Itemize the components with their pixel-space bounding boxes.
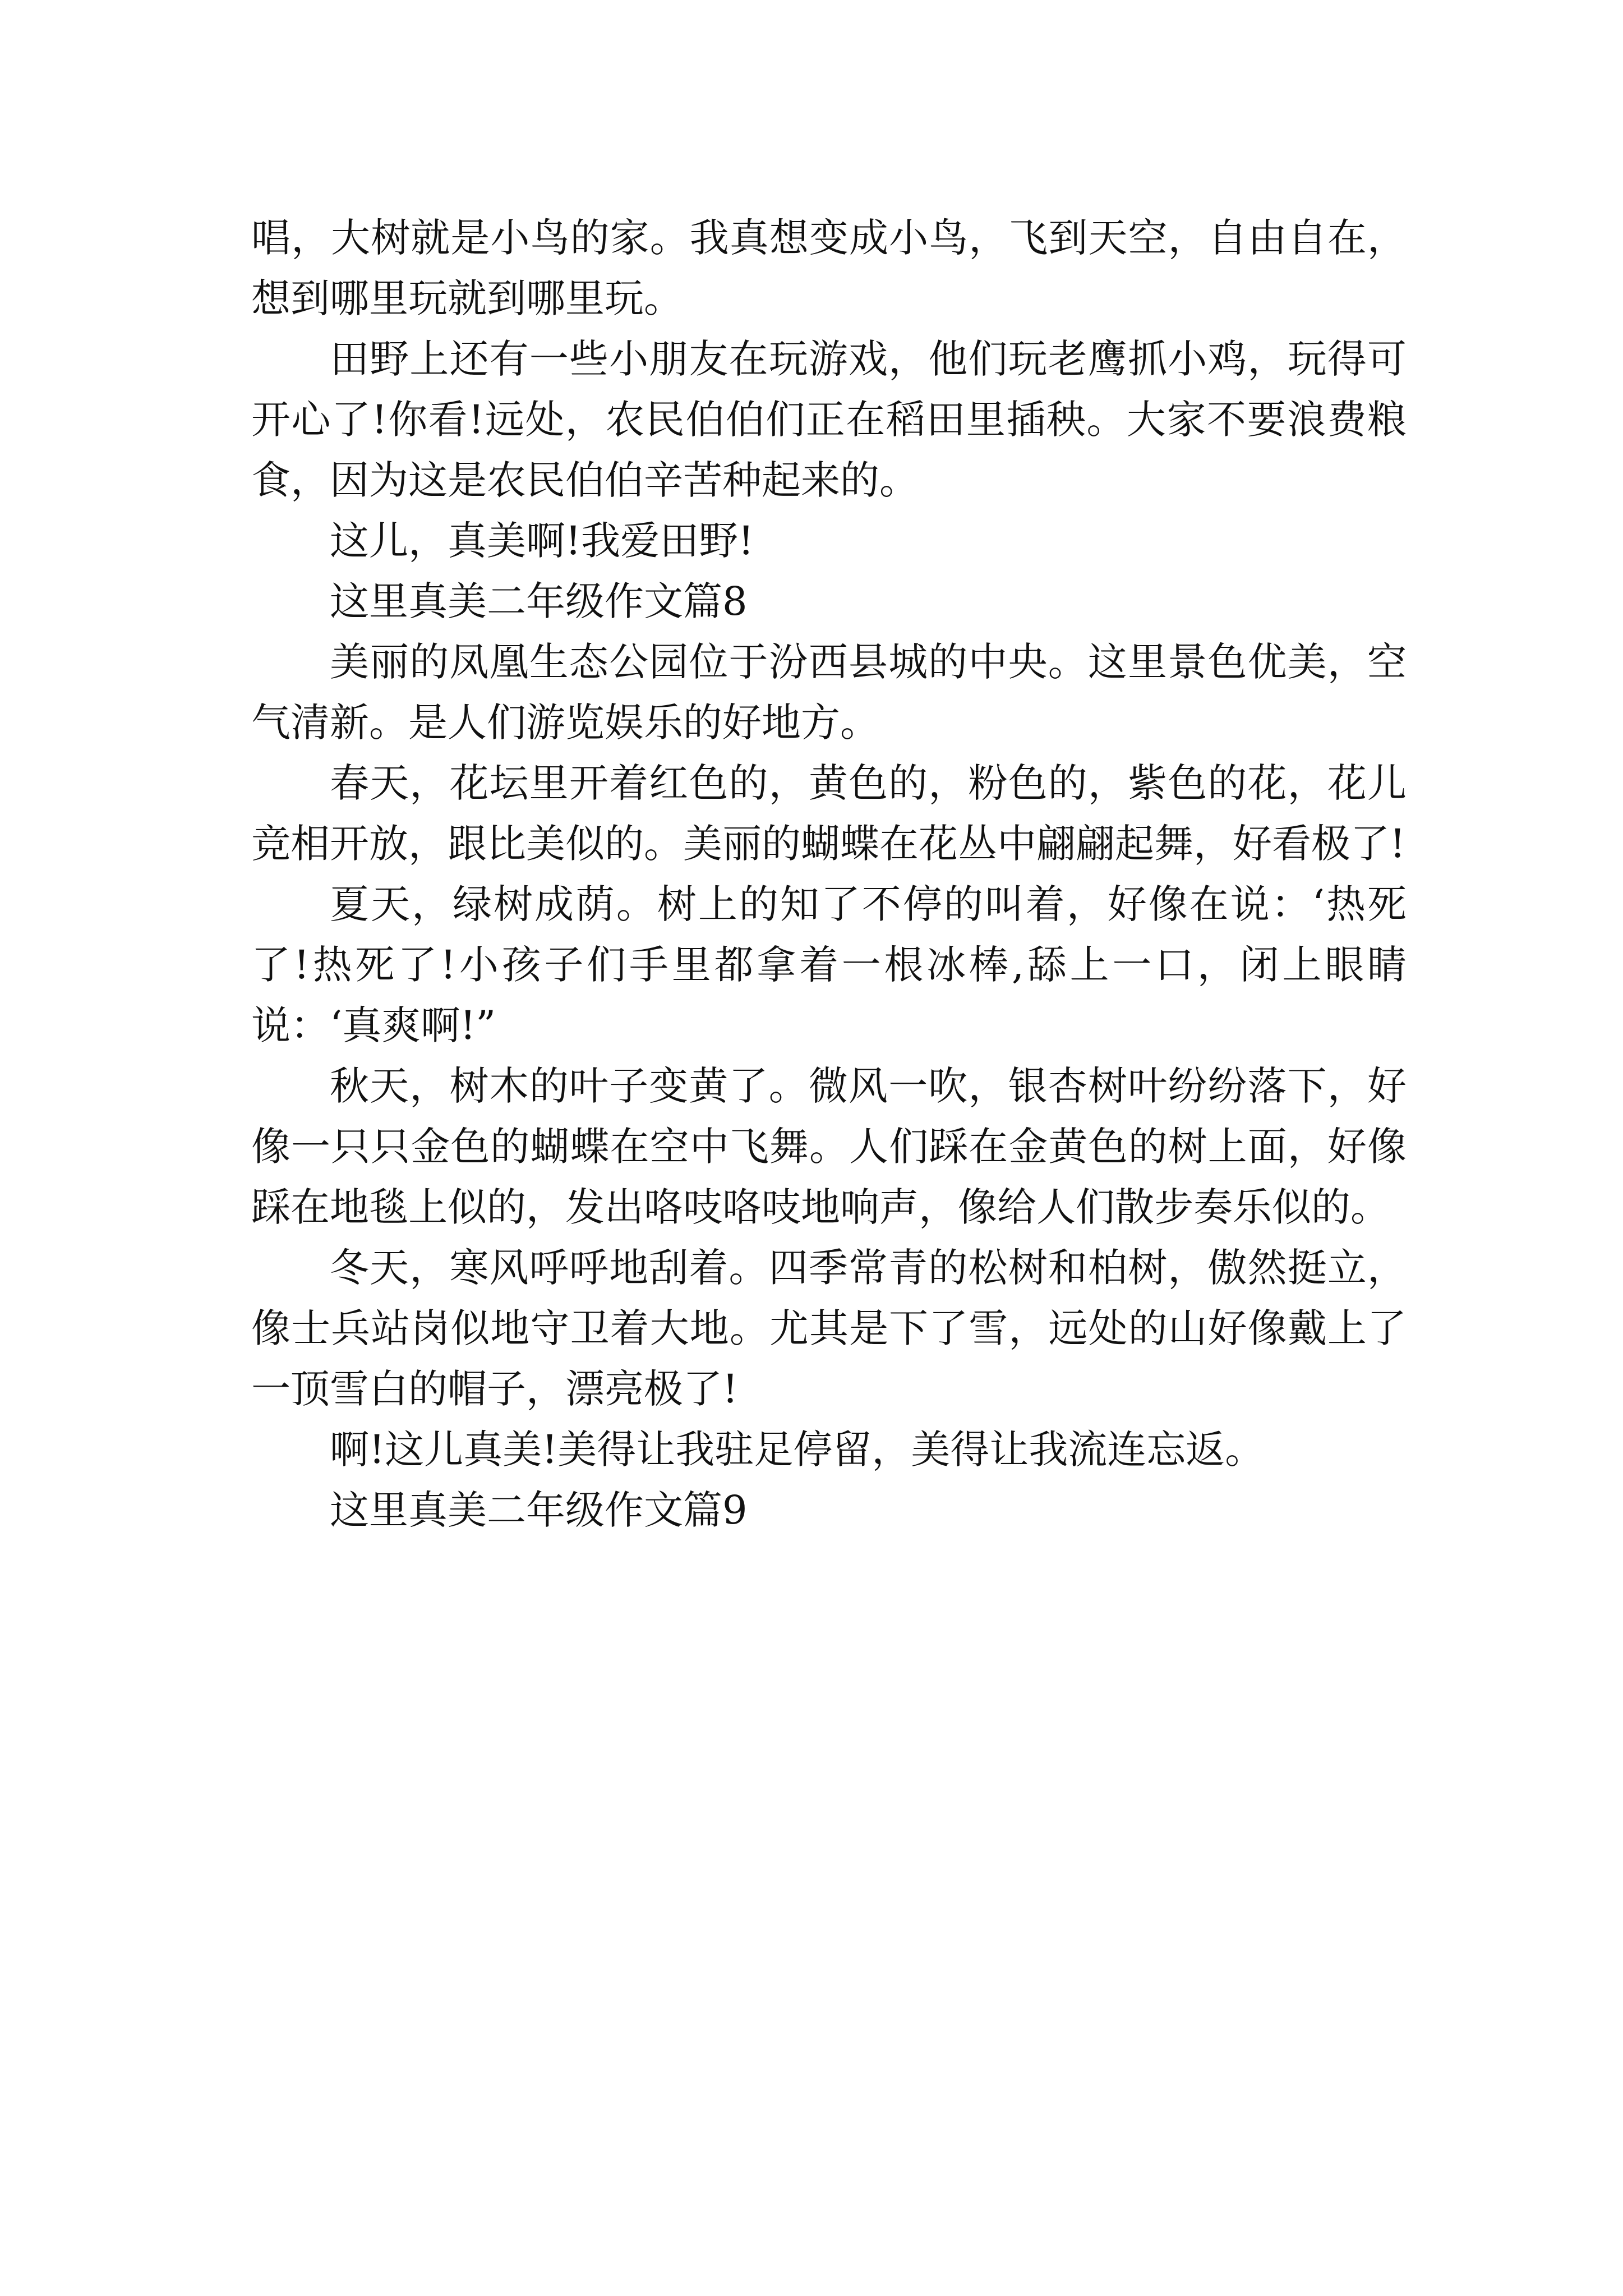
section-heading: 这里真美二年级作文篇9 bbox=[330, 1487, 748, 1533]
paragraph: 唱，大树就是小鸟的家。我真想变成小鸟，飞到天空，自由自在，想到哪里玩就到哪里玩。 bbox=[251, 215, 1407, 321]
paragraph: 啊!这儿真美!美得让我驻足停留，美得让我流连忘返。 bbox=[330, 1427, 1265, 1473]
paragraph: 夏天，绿树成荫。树上的知了不停的叫着，好像在说：‘热死了!热死了!小孩子们手里都拿着一根冰棒,舔上一口，闭上眼睛说：‘真爽啊!” bbox=[251, 881, 1407, 1048]
paragraph: 美丽的凤凰生态公园位于汾西县城的中央。这里景色优美，空气清新。是人们游览娱乐的好地方。 bbox=[251, 639, 1407, 746]
paragraph: 秋天，树木的叶子变黄了。微风一吹，银杏树叶纷纷落下，好像一只只金色的蝴蝶在空中飞舞。人们踩在金黄色的树上面，好像踩在地毯上似的，发出咯吱咯吱地响声，像给人们散步奏乐似的。 bbox=[251, 1063, 1407, 1230]
paragraph: 这儿，真美啊!我爱田野! bbox=[330, 518, 754, 564]
paragraph: 田野上还有一些小朋友在玩游戏，他们玩老鹰抓小鸡，玩得可开心了!你看!远处，农民伯伯们正在稻田里插秧。大家不要浪费粮食，因为这是农民伯伯辛苦种起来的。 bbox=[251, 336, 1407, 503]
document-body bbox=[251, 208, 1407, 1540]
paragraph: 冬天，寒风呼呼地刮着。四季常青的松树和柏树，傲然挺立，像士兵站岗似地守卫着大地。尤其是下了雪，远处的山好像戴上了一顶雪白的帽子，漂亮极了! bbox=[251, 1245, 1407, 1412]
section-heading: 这里真美二年级作文篇8 bbox=[330, 578, 748, 624]
paragraph: 春天，花坛里开着红色的，黄色的，粉色的，紫色的花，花儿竞相开放，跟比美似的。美丽的蝴蝶在花丛中翩翩起舞，好看极了! bbox=[251, 760, 1407, 867]
